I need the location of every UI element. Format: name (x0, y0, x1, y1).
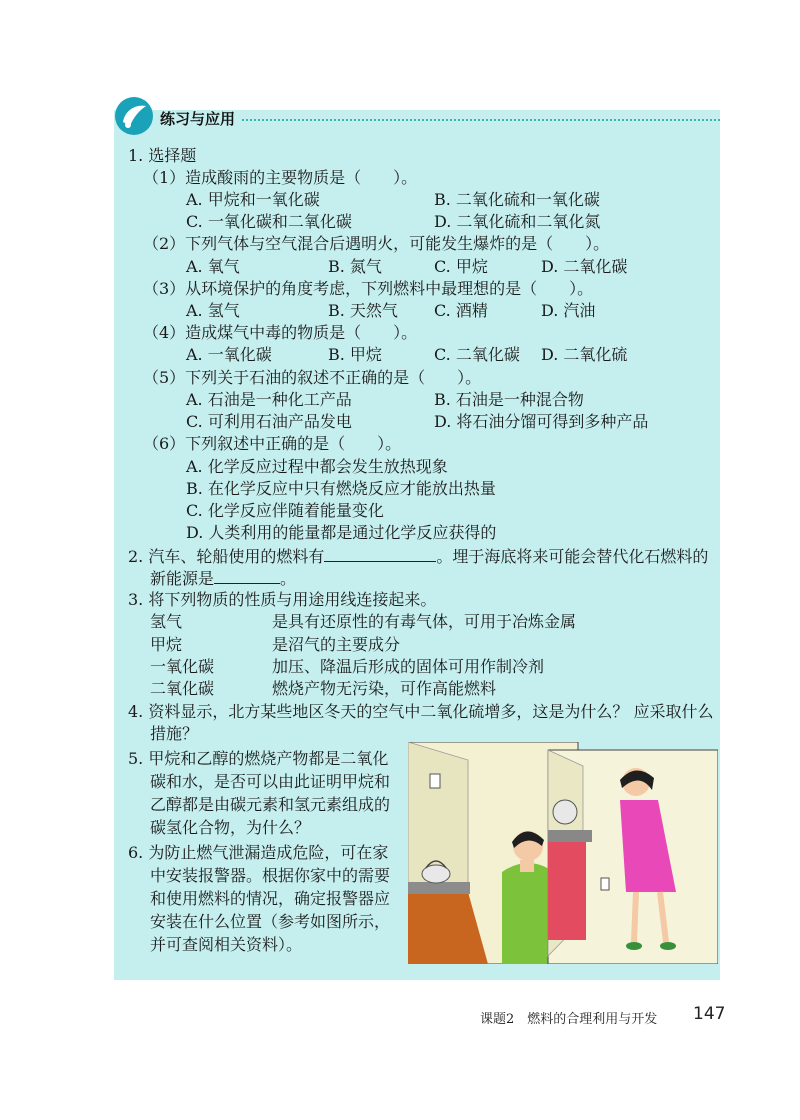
q1-3-stem: （3）从环境保护的角度考虑，下列燃料中最理想的是（ ）。 (143, 279, 594, 298)
q3-substance-carbon-dioxide: 二氧化碳 (150, 679, 215, 698)
q4-line2: 措施？ (150, 724, 199, 743)
q5-line4: 碳氢化合物，为什么？ (150, 818, 311, 837)
q3-use-2: 是沼气的主要成分 (272, 635, 401, 654)
q1-6-option-b: B. 在化学反应中只有燃烧反应才能放出热量 (186, 479, 496, 498)
q3-substance-carbon-monoxide: 一氧化碳 (150, 657, 215, 676)
q1-2-option-b: B. 氮气 (328, 257, 382, 276)
q6-line2: 中安装报警器。根据你家中的需要 (150, 866, 391, 885)
q1-4-stem: （4）造成煤气中毒的物质是（ ）。 (143, 323, 418, 342)
q5-line1: 5. 甲烷和乙醇的燃烧产物都是二氧化 (128, 749, 389, 768)
section-header (114, 96, 724, 136)
q1-5-option-a: A. 石油是一种化工产品 (186, 390, 352, 409)
pencil-badge-icon (114, 96, 154, 136)
q2-text-part2: 。埋于海底将来可能会替代化石燃料的 (436, 547, 709, 566)
cooking-pot-icon (553, 800, 577, 824)
q1-6-option-c: C. 化学反应伴随着能量变化 (186, 501, 384, 520)
page-number: 147 (693, 1004, 726, 1024)
q1-1-option-a: A. 甲烷和一氧化碳 (186, 190, 320, 209)
header-dotted-rule (242, 119, 720, 121)
q3-use-1: 是具有还原性的有毒气体，可用于冶炼金属 (272, 612, 577, 631)
q5-line2: 碳和水，是否可以由此证明甲烷和 (150, 772, 391, 791)
q2-blank-fuels[interactable] (324, 545, 436, 562)
chapter-footer: 课题2 燃料的合理利用与开发 (480, 1012, 658, 1027)
q1-1-stem: （1）造成酸雨的主要物质是（ ）。 (143, 168, 418, 187)
q1-1-option-c: C. 一氧化碳和二氧化碳 (186, 212, 352, 231)
q1-5-option-c: C. 可利用石油产品发电 (186, 412, 352, 431)
q1-3-option-d: D. 汽油 (541, 301, 596, 320)
q6-line3: 和使用燃料的情况，确定报警器应 (150, 889, 391, 908)
left-alarm-icon (430, 774, 440, 788)
q3-heading: 3. 将下列物质的性质与用途用线连接起来。 (128, 590, 437, 609)
q1-4-option-d: D. 二氧化硫 (541, 345, 628, 364)
q1-3-option-b: B. 天然气 (328, 301, 398, 320)
q2-text-part4: 。 (280, 569, 297, 588)
q6-line4: 安装在什么位置（参考如图所示， (150, 912, 391, 931)
q1-5-option-d: D. 将石油分馏可得到多种产品 (434, 412, 649, 431)
q3-use-4: 燃烧产物无污染，可作高能燃料 (272, 679, 497, 698)
gas-alarm-illustration (408, 742, 718, 964)
section-title: 练习与应用 (160, 110, 236, 128)
q2-line1 (128, 545, 708, 568)
q1-1-option-d: D. 二氧化硫和二氧化氮 (434, 212, 601, 231)
q5-line3: 乙醇都是由碳元素和氢元素组成的 (150, 795, 391, 814)
q1-2-option-a: A. 氧气 (186, 257, 240, 276)
right-alarm-icon (601, 878, 609, 890)
q1-1-option-b: B. 二氧化硫和一氧化碳 (434, 190, 600, 209)
q3-use-3: 加压、降温后形成的固体可用作制冷剂 (272, 657, 545, 676)
q2-text-part3: 新能源是 (150, 569, 215, 588)
q1-heading: 1. 选择题 (128, 146, 197, 165)
q1-4-option-c: C. 二氧化碳 (434, 345, 520, 364)
q1-4-option-a: A. 一氧化碳 (186, 345, 272, 364)
q1-6-stem: （6）下列叙述中正确的是（ ）。 (143, 434, 402, 453)
q1-3-option-a: A. 氢气 (186, 301, 240, 320)
q1-5-option-b: B. 石油是一种混合物 (434, 390, 584, 409)
q1-2-stem: （2）下列气体与空气混合后遇明火，可能发生爆炸的是（ ）。 (143, 234, 610, 253)
q1-6-option-d: D. 人类利用的能量都是通过化学反应获得的 (186, 523, 497, 542)
q2-line2 (150, 567, 296, 590)
q3-substance-methane: 甲烷 (150, 635, 183, 654)
q4-line1: 4. 资料显示，北方某些地区冬天的空气中二氧化硫增多，这是为什么？ 应采取什么 (128, 702, 714, 721)
right-kitchen-scene (548, 750, 718, 964)
q2-text-part1: 2. 汽车、轮船使用的燃料有 (128, 547, 325, 566)
q1-2-option-c: C. 甲烷 (434, 257, 488, 276)
q1-4-option-b: B. 甲烷 (328, 345, 382, 364)
q1-6-option-a: A. 化学反应过程中都会发生放热现象 (186, 457, 448, 476)
q2-blank-new-energy[interactable] (214, 567, 280, 584)
q1-5-stem: （5）下列关于石油的叙述不正确的是（ ）。 (143, 368, 482, 387)
q3-substance-hydrogen: 氢气 (150, 612, 183, 631)
q6-line1: 6. 为防止燃气泄漏造成危险，可在家 (128, 843, 389, 862)
q6-line5: 并可查阅相关资料）。 (150, 935, 303, 954)
q1-3-option-c: C. 酒精 (434, 301, 488, 320)
q1-2-option-d: D. 二氧化碳 (541, 257, 628, 276)
